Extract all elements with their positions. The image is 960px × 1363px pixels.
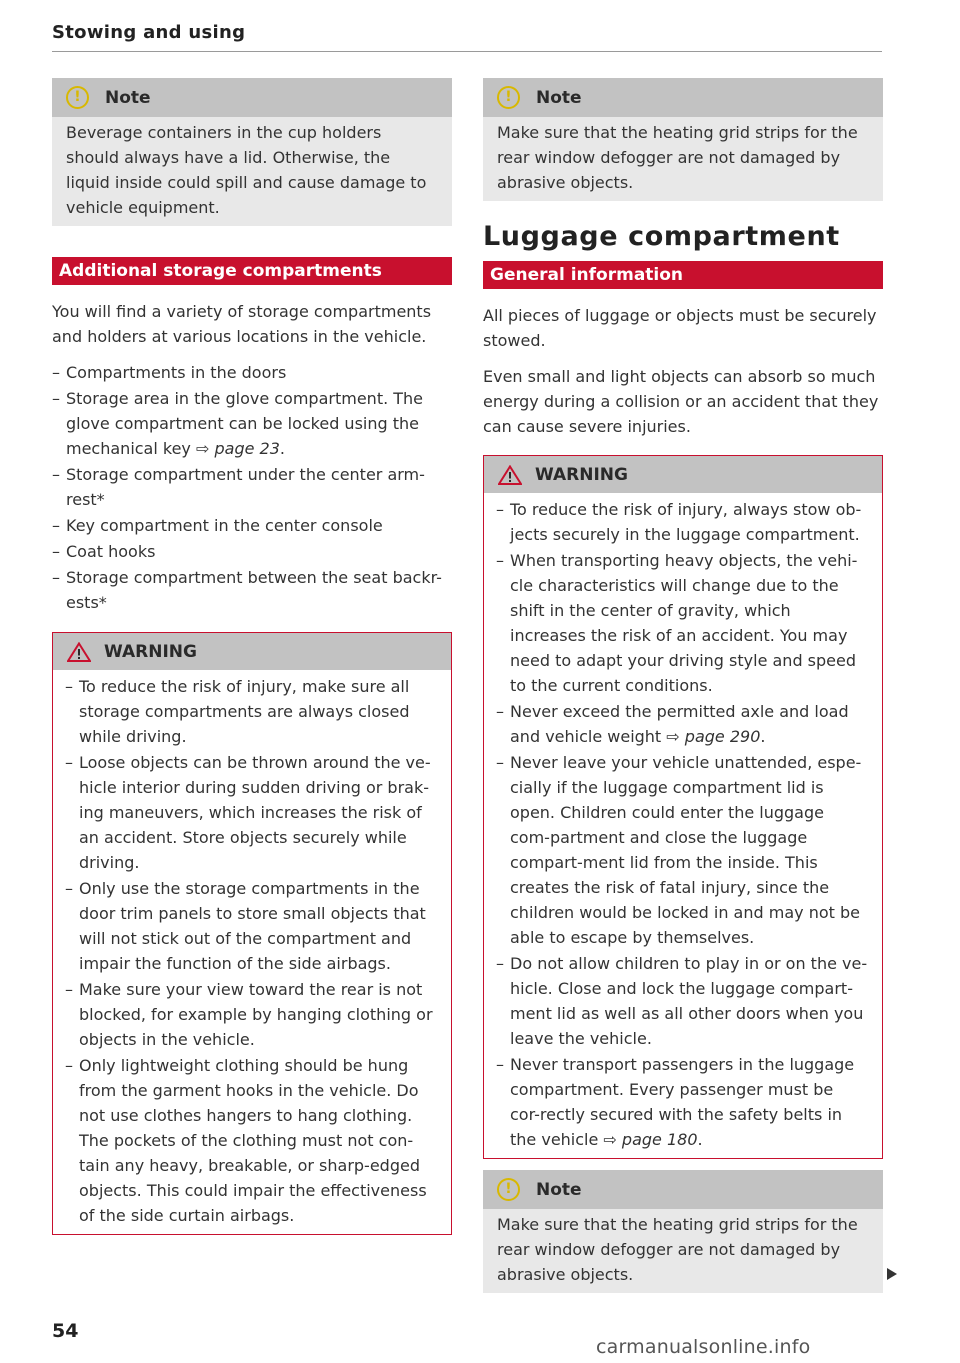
luggage-paragraph-1: All pieces of luggage or objects must be securely stowed. — [483, 306, 877, 350]
note-label: Note — [105, 87, 151, 108]
exclamation-circle-icon: ! — [497, 1178, 520, 1201]
note-header — [483, 78, 883, 117]
list-item: – To reduce the risk of injury, make sure all storage compartments are always closed while driving. — [65, 674, 437, 749]
note-text: Make sure that the heating grid strips for the rear window defogger are not damaged by abrasive objects. — [497, 1215, 858, 1284]
list-item: – Coat hooks — [52, 539, 452, 564]
list-item: – Only use the storage compartments in the door trim panels to store small objects that will not stick out of the compartment and impair the function of the side airbags. — [65, 876, 437, 976]
luggage-paragraph-2: Even small and light objects can absorb so much energy during a collision or an accident that they can cause severe injuries. — [483, 367, 879, 436]
list-item: – Key compartment in the center console — [52, 513, 452, 538]
storage-list — [52, 360, 452, 615]
note-header — [483, 1170, 883, 1209]
page-link[interactable]: ⇨ page 23 — [196, 439, 280, 458]
note-label: Note — [536, 87, 582, 108]
section-title-general-information: General information — [483, 261, 883, 289]
list-item: – When transporting heavy objects, the vehi-cle characteristics will change due to the shift in the center of gravity, which increases the risk of an accident. You may need to adapt your driving style and speed to the current conditions. — [496, 548, 868, 698]
note-box-beverage — [52, 78, 452, 226]
list-item: – Only lightweight clothing should be hung from the garment hooks in the vehicle. Do not use clothes hangers to hang clothing. The pockets of the clothing must not con-tain any heavy, breakable, or sharp-edged objects. This could impair the effectiveness of the side curtain airbags. — [65, 1053, 437, 1228]
page-link[interactable]: ⇨ page 290 — [666, 727, 761, 746]
list-item: – Storage compartment under the center arm-rest* — [52, 462, 452, 512]
list-item: – Storage compartment between the seat backr-ests* — [52, 565, 452, 615]
exclamation-circle-icon: ! — [497, 86, 520, 109]
page-header — [52, 22, 882, 52]
warning-list — [496, 497, 868, 1152]
warning-label: WARNING — [104, 641, 197, 662]
warning-triangle-icon — [67, 642, 91, 662]
warning-label: WARNING — [535, 464, 628, 485]
warning-box-storage — [52, 632, 452, 1235]
list-item: – Compartments in the doors — [52, 360, 452, 385]
warning-list — [65, 674, 437, 1228]
list-item: – Never leave your vehicle unattended, espe-cially if the luggage compartment lid is open. Children could enter the luggage com-partment and close the luggage compart-ment lid from the inside. This creates the risk of fatal injury, since the children would be locked in and may not be able to escape by themselves. — [496, 750, 868, 950]
note-label: Note — [536, 1179, 582, 1200]
warning-header — [484, 456, 882, 493]
warning-triangle-icon — [498, 465, 522, 485]
note-header — [52, 78, 452, 117]
list-item: – Never transport passengers in the luggage compartment. Every passenger must be cor-rectly secured with the safety belts in the vehicle ⇨ page 180. — [496, 1052, 868, 1152]
list-item: – Never exceed the permitted axle and load and vehicle weight ⇨ page 290. — [496, 699, 868, 749]
section-header-title: Stowing and using — [52, 22, 246, 43]
watermark: carmanualsonline.info — [596, 1336, 811, 1358]
note-box-defogger-bottom — [483, 1170, 883, 1293]
page-number: 54 — [52, 1320, 79, 1342]
chapter-heading: Luggage compartment — [483, 221, 840, 252]
list-item: – Storage area in the glove compartment. The glove compartment can be locked using the mechanical key ⇨ page 23. — [52, 386, 452, 461]
note-box-defogger-top — [483, 78, 883, 201]
list-item: – To reduce the risk of injury, always stow ob-jects securely in the luggage compartment. — [496, 497, 868, 547]
storage-intro-paragraph: You will find a variety of storage compartments and holders at various locations in the vehicle. — [52, 302, 432, 346]
list-item: – Make sure your view toward the rear is not blocked, for example by hanging clothing or objects in the vehicle. — [65, 977, 437, 1052]
list-item: – Loose objects can be thrown around the ve-hicle interior during sudden driving or brak-ing maneuvers, which increases the risk of an accident. Store objects securely while driving. — [65, 750, 437, 875]
warning-box-luggage — [483, 455, 883, 1159]
section-title-additional-storage: Additional storage compartments — [52, 257, 452, 285]
note-text: Beverage containers in the cup holders should always have a lid. Otherwise, the liquid inside could spill and cause damage to vehicle equipment. — [66, 123, 427, 217]
right-column — [483, 78, 883, 1293]
note-text: Make sure that the heating grid strips for the rear window defogger are not damaged by abrasive objects. — [497, 123, 858, 192]
page-link[interactable]: ⇨ page 180 — [603, 1130, 698, 1149]
left-column — [52, 78, 452, 1235]
list-item: – Do not allow children to play in or on the ve-hicle. Close and lock the luggage compart-ment lid as well as all other doors when you leave the vehicle. — [496, 951, 868, 1051]
exclamation-circle-icon: ! — [66, 86, 89, 109]
warning-header — [53, 633, 451, 670]
continue-arrow-icon — [887, 1268, 897, 1280]
